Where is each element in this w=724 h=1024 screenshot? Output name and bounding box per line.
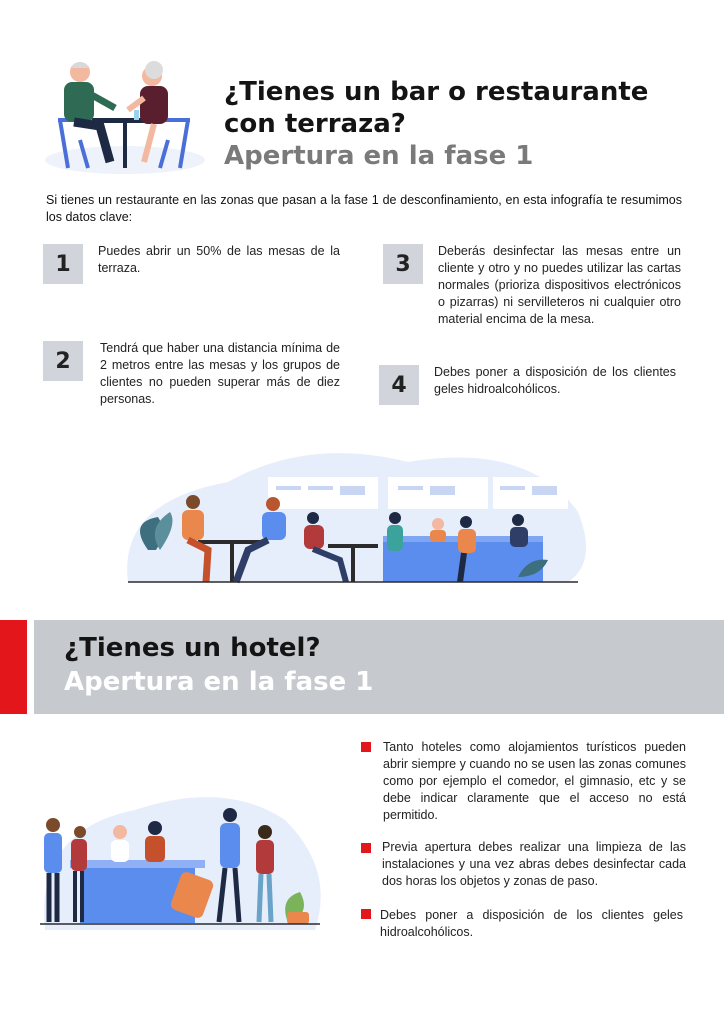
step-text-4: Debes poner a disposición de los clientes geles hidroalcohólicos. bbox=[434, 365, 676, 396]
hotel-bullet-2: Previa apertura debes realizar una limpieza de las instalaciones y una vez abras debes desinfectar cada dos horas los objetos y zonas de paso. bbox=[382, 840, 686, 888]
step-text-2: Tendrá que haber una distancia mínima de 2 metros entre las mesas y los grupos de clientes no pueden superar más de diez personas. bbox=[100, 341, 340, 406]
hotel-section-title: ¿Tienes un hotel? bbox=[64, 633, 321, 663]
cafe-terrace-illustration bbox=[108, 432, 598, 592]
bullet-marker-3 bbox=[361, 909, 371, 919]
step-number-2: 2 bbox=[43, 341, 83, 381]
hotel-section-subtitle: Apertura en la fase 1 bbox=[64, 667, 374, 697]
restaurant-section-subtitle: Apertura en la fase 1 bbox=[224, 141, 534, 171]
hotel-bullet-1: Tanto hoteles como alojamientos turísticos pueden abrir siempre y cuando no se usen las zonas comunes como por ejemplo el comedor, el gimnasio, etc y se debe indicar claramente que el acceso no está permitido. bbox=[383, 740, 686, 822]
step-text-3: Deberás desinfectar las mesas entre un cliente y otro y no puedes utilizar las cartas normales (prioriza dispositivos electrónicos o pizarras) ni servilleteros ni cualquier otro material encima de la mesa. bbox=[438, 244, 681, 326]
intro-paragraph: Si tienes un restaurante en las zonas que pasan a la fase 1 de desconfinamiento, en esta infografía te resumimos los datos clave: bbox=[46, 193, 682, 224]
bullet-marker-1 bbox=[361, 742, 371, 752]
step-number-4: 4 bbox=[379, 365, 419, 405]
accent-bar bbox=[0, 620, 27, 714]
hotel-reception-illustration bbox=[25, 770, 330, 940]
step-number-1: 1 bbox=[43, 244, 83, 284]
restaurant-section-title: ¿Tienes un bar o restaurante con terraza? bbox=[224, 77, 649, 139]
step-number-3: 3 bbox=[383, 244, 423, 284]
couple-dining-illustration bbox=[40, 50, 210, 180]
step-text-1: Puedes abrir un 50% de las mesas de la terraza. bbox=[98, 244, 340, 275]
hotel-bullet-3: Debes poner a disposición de los clientes geles hidroalcohólicos. bbox=[380, 908, 683, 939]
bullet-marker-2 bbox=[361, 843, 371, 853]
